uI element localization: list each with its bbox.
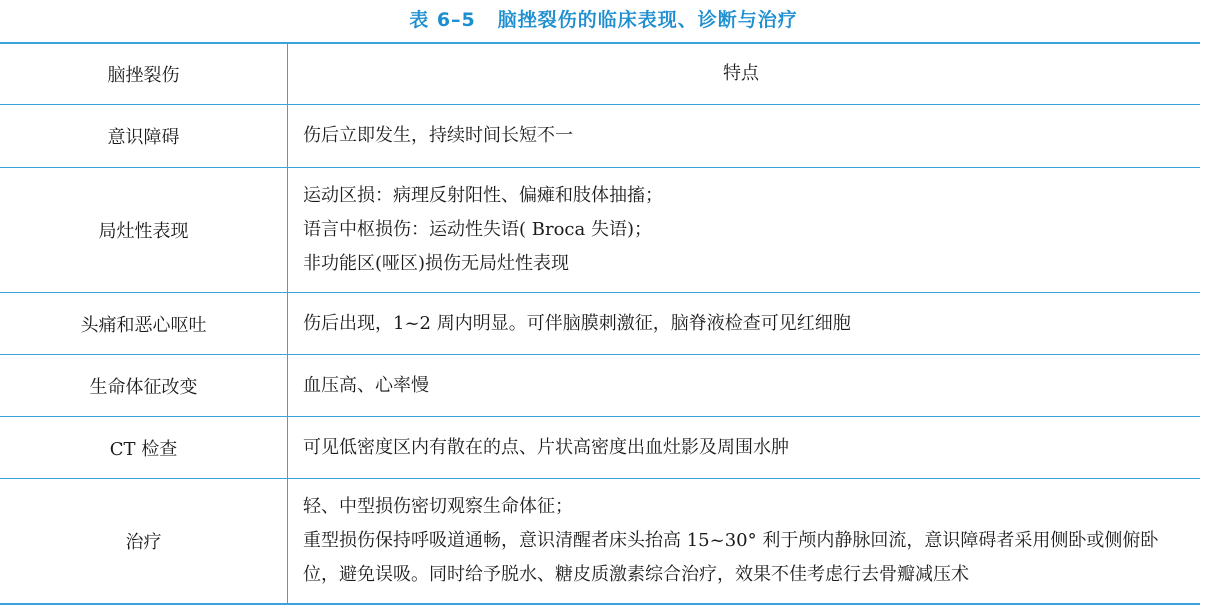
row-line: 伤后立即发生，持续时间长短不一 (303, 125, 573, 146)
row-line: 轻、中型损伤密切观察生命体征； (303, 495, 573, 517)
table-row (0, 293, 1200, 355)
row-content (288, 479, 1201, 604)
header-cell-features: 特点 (288, 43, 1201, 105)
row-content (288, 417, 1201, 479)
row-label: 局灶性表现 (0, 168, 288, 293)
header-cell-condition: 脑挫裂伤 (0, 43, 288, 105)
row-line: 非功能区(哑区)损伤无局灶性表现 (303, 253, 570, 274)
row-content (288, 105, 1201, 168)
table-row (0, 105, 1200, 168)
table-row (0, 479, 1200, 604)
table-row (0, 417, 1200, 479)
table-caption: 脑挫裂伤的临床表现、诊断与治疗 (497, 9, 798, 31)
table-number: 表 6–5 (409, 9, 476, 31)
row-line: 血压高、心率慢 (303, 374, 429, 396)
table-row (0, 168, 1200, 293)
row-label: 生命体征改变 (0, 355, 288, 417)
row-content (288, 168, 1201, 293)
row-line: 语言中枢损伤：运动性失语( Broca 失语)； (303, 219, 652, 240)
row-line: 可见低密度区内有散在的点、片状高密度出血灶影及周围水肿 (303, 436, 789, 458)
table-title (0, 0, 1207, 40)
row-content (288, 293, 1201, 355)
row-line: 重型损伤保持呼吸道通畅，意识清醒者床头抬高 15~30° 利于颅内静脉回流，意识障碍者采用侧卧或侧俯卧位，避免误吸。同时给予脱水、糖皮质激素综合治疗，效果不佳考虑行去骨瓣减压术 (303, 529, 1159, 585)
header-row (0, 43, 1200, 105)
clinical-table (0, 42, 1200, 605)
row-content (288, 355, 1201, 417)
row-label: 治疗 (0, 479, 288, 604)
table-row (0, 355, 1200, 417)
row-label: CT 检查 (0, 417, 288, 479)
row-line: 运动区损：病理反射阳性、偏瘫和肢体抽搐； (303, 185, 663, 206)
row-label: 头痛和恶心呕吐 (0, 293, 288, 355)
row-line: 伤后出现，1~2 周内明显。可伴脑膜刺激征，脑脊液检查可见红细胞 (303, 312, 851, 334)
row-label: 意识障碍 (0, 105, 288, 168)
